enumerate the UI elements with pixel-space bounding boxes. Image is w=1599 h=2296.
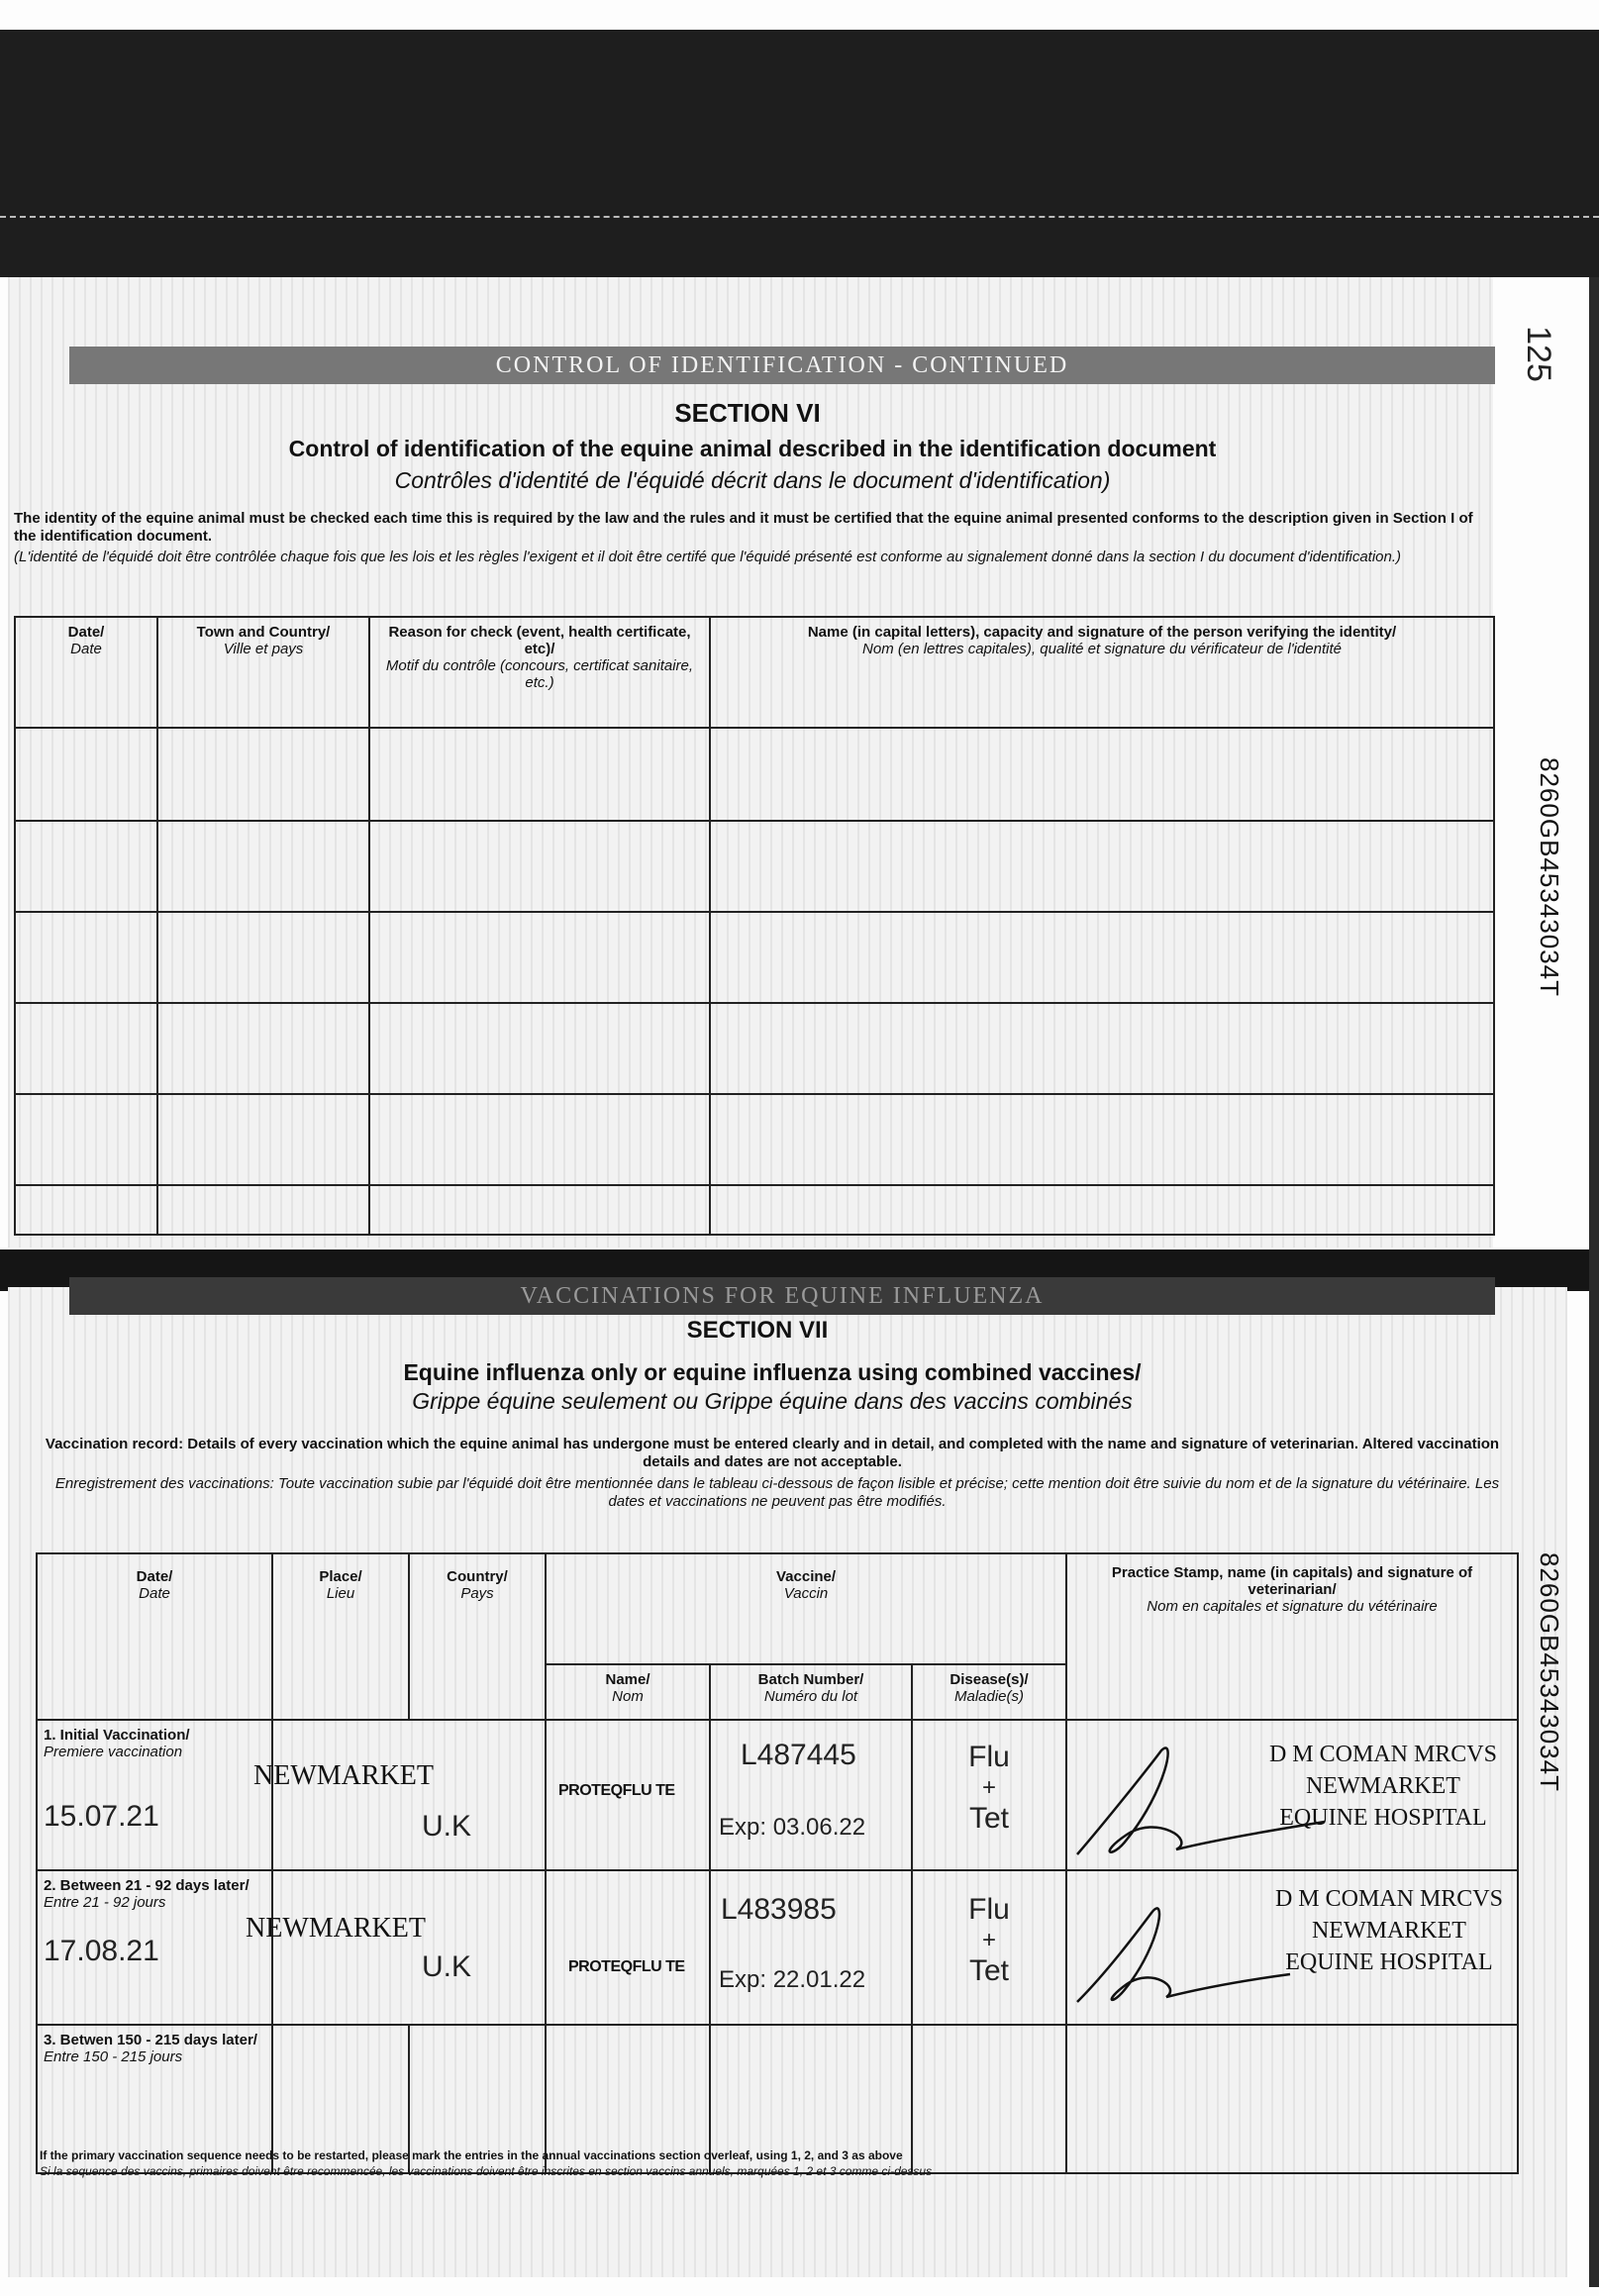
book-cover-top: [0, 30, 1599, 277]
col-vaccine: Vaccine/ Vaccin: [546, 1553, 1066, 1664]
row1-place: NEWMARKET: [253, 1760, 434, 1791]
row2-place: NEWMARKET: [246, 1913, 426, 1944]
col-country: Country/ Pays: [409, 1553, 546, 1720]
section7-subtitle-fr: Grippe équine seulement ou Grippe équine dans des vaccins combinés: [412, 1388, 1133, 1414]
row1-vaccine-name: PROTEQFLU TE: [558, 1782, 675, 1799]
row1-vet-town: NEWMARKET: [1305, 1773, 1460, 1799]
row2-disease-plus: +: [982, 1927, 997, 1953]
row2-disease-1: Flu: [968, 1893, 1010, 1926]
section6-subtitle-en: Control of identification of the equine animal described in the identification document: [288, 436, 1217, 461]
col-batch-number: Batch Number/ Numéro du lot: [710, 1664, 912, 1720]
row1-vet-signature: [1067, 1731, 1345, 1869]
row2-vet-town: NEWMARKET: [1311, 1918, 1466, 1944]
row3-date-cell: 3. Betwen 150 - 215 days later/ Entre 150 - 215 jours: [37, 2025, 272, 2173]
col-date: Date/ Date: [37, 1553, 272, 1720]
row2-disease-cell: [912, 1870, 1066, 2025]
row1-disease-plus: +: [982, 1774, 997, 1801]
row1-disease-cell: [912, 1720, 1066, 1870]
col-date: Date/ Date: [15, 617, 157, 728]
col-disease: Disease(s)/ Maladie(s): [912, 1664, 1066, 1720]
section6-intro-en: The identity of the equine animal must be checked each time this is required by the law and the rules and it must be certified that the equine animal presented conforms to the description given in Section I of the identification document.: [14, 510, 1473, 545]
table-row: [37, 1870, 1518, 2025]
side-code-upper: 8260GB45343034T: [1535, 757, 1564, 997]
row2-country: U.K: [422, 1950, 472, 1983]
side-code-lower: 8260GB45343034T: [1535, 1552, 1564, 1792]
row1-date: 15.07.21: [44, 1800, 159, 1833]
table-row: [15, 728, 1494, 821]
row2-vet-hospital: EQUINE HOSPITAL: [1285, 1949, 1493, 1975]
vaccination-table: [36, 1552, 1519, 2174]
identification-check-table: [14, 616, 1495, 1236]
row1-vet-cell: [1066, 1720, 1518, 1870]
row1-batch: L487445: [741, 1739, 856, 1771]
footer-note-fr: Si la sequence des vaccins, primaires doivent être recommencée, les vaccinations doivent être inscrites en section vaccins annuels, marquées 1, 2 et 3 comme ci-dessus: [40, 2164, 933, 2178]
section6-intro-fr: (L'identité de l'équidé doit être contrôlée chaque fois que les lois et les règles l'exigent et il doit être certifé que l'équidé présenté est conforme au signalement donné dans la section I du document d'identification.): [14, 549, 1402, 565]
row1-disease-2: Tet: [969, 1802, 1010, 1835]
row2-place-country: [246, 1870, 546, 2025]
row2-batch-cell: [710, 1870, 912, 2025]
row1-vaccine-name-cell: [546, 1720, 710, 1870]
col-town-country: Town and Country/ Ville et pays: [157, 617, 369, 728]
row2-vaccine-name: PROTEQFLU TE: [568, 1958, 685, 1975]
row2-date: 17.08.21: [44, 1935, 159, 1967]
section6-subtitle-fr: Contrôles d'identité de l'équidé décrit dans le document d'identification): [394, 467, 1111, 493]
footer-note-en: If the primary vaccination sequence needs to be restarted, please mark the entries in the annual vaccinations section overleaf, using 1, 2, and 3 as above: [40, 2148, 903, 2162]
row1-disease-1: Flu: [968, 1741, 1010, 1773]
table-row: [15, 1094, 1494, 1185]
row2-batch: L483985: [721, 1893, 837, 1926]
row2-expiry: Exp: 22.01.22: [719, 1966, 866, 1993]
page-number: 125: [1519, 326, 1557, 382]
section7-title: SECTION VII: [686, 1317, 829, 1344]
row2-vet-name: D M COMAN MRCVS: [1274, 1886, 1503, 1912]
row2-date-cell: 2. Between 21 - 92 days later/ Entre 21 - 92 jours 17.08.21: [37, 1870, 272, 2025]
row1-batch-cell: [710, 1720, 912, 1870]
row2-vet-stamp: [1275, 1883, 1503, 1978]
row1-place-country: [253, 1720, 546, 1870]
section7-intro-fr: Enregistrement des vaccinations: Toute vaccination subie par l'équidé doit être mentionnée dans le tableau ci-dessous de façon lisible et précise; cette mention doit être suivie du nom et de la signature du vétérinaire. Les dates et vaccinations ne peuvent pas être modifiés.: [54, 1475, 1500, 1510]
section6-title: SECTION VI: [674, 398, 821, 428]
table-row: [15, 1003, 1494, 1094]
col-vaccine-name: Name/ Nom: [546, 1664, 710, 1720]
table-row: [15, 821, 1494, 912]
row1-date-cell: 1. Initial Vaccination/ Premiere vaccination 15.07.21: [37, 1720, 272, 1870]
table-row: [37, 1720, 1518, 1870]
row2-vet-cell: [1066, 1870, 1518, 2025]
section7-banner: VACCINATIONS FOR EQUINE INFLUENZA: [69, 1277, 1495, 1315]
section7-subtitle-en: Equine influenza only or equine influenza using combined vaccines/: [403, 1359, 1142, 1385]
col-verifier: Name (in capital letters), capacity and signature of the person verifying the identity/ Nom (en lettres capitales), qualité et signature du vérificateur de l'identité: [710, 617, 1494, 728]
col-reason: Reason for check (event, health certificate, etc)/ Motif du contrôle (concours, certificat sanitaire, etc.): [369, 617, 710, 728]
col-place: Place/ Lieu: [272, 1553, 409, 1720]
row1-expiry: Exp: 03.06.22: [719, 1814, 866, 1841]
row1-vet-hospital: EQUINE HOSPITAL: [1279, 1805, 1487, 1831]
row1-country: U.K: [422, 1810, 472, 1843]
section7-intro-en: Vaccination record: Details of every vaccination which the equine animal has undergone must be entered clearly and in detail, and completed with the name and signature of veterinarian. Altered vaccination details and dates are not acceptable.: [45, 1436, 1500, 1470]
row2-disease-2: Tet: [969, 1954, 1010, 1987]
cover-stitching: [0, 216, 1599, 218]
row1-vet-name: D M COMAN MRCVS: [1268, 1742, 1497, 1767]
section6-banner: CONTROL OF IDENTIFICATION - CONTINUED: [69, 347, 1495, 384]
row2-vet-signature: [1067, 1883, 1305, 2022]
col-vet-stamp: Practice Stamp, name (in capitals) and signature of veterinarian/ Nom en capitales et signature du vétérinaire: [1066, 1553, 1518, 1720]
row2-vaccine-name-cell: [546, 1870, 710, 2025]
book-edge: [1589, 277, 1599, 2287]
table-row: [15, 912, 1494, 1003]
table-row: [15, 1185, 1494, 1235]
